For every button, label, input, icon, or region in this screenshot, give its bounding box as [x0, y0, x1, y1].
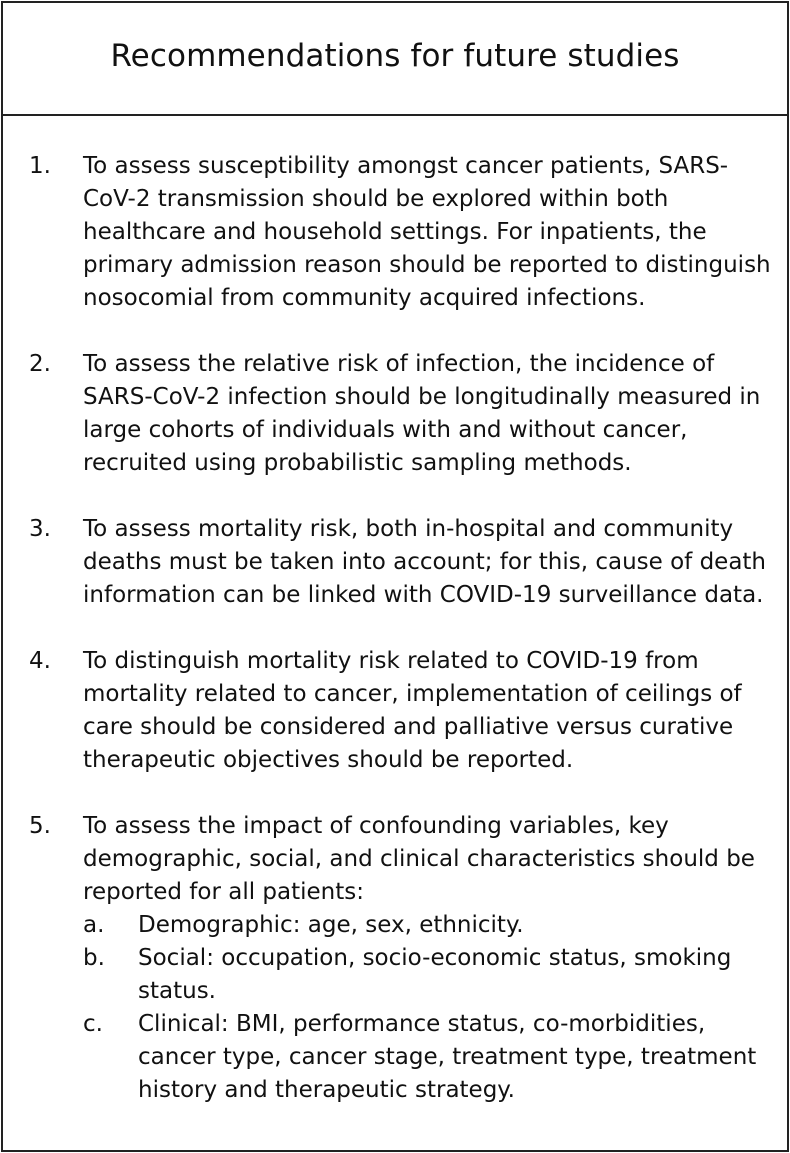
- item-number: 4.: [29, 648, 51, 674]
- item-number: 3.: [29, 516, 51, 542]
- list-item: [3, 150, 787, 315]
- sub-item-text: Demographic: age, sex, ethnicity.: [138, 912, 524, 938]
- sub-item-letter: b.: [83, 945, 105, 971]
- item-text: To assess the relative risk of infection, the incidence of SARS-CoV-2 infection should be longitudinally measured in large cohorts of individuals with and without cancer, recruited using probabilistic sampling methods.: [83, 351, 761, 476]
- item-text: To assess mortality risk, both in-hospital and community deaths must be taken into account; for this, cause of death information can be linked with COVID-19 surveillance data.: [83, 516, 767, 608]
- sub-item-text: Clinical: BMI, performance status, co-morbidities, cancer type, cancer stage, treatment type, treatment history and therapeutic strategy.: [138, 1011, 757, 1103]
- list-item: [3, 513, 787, 612]
- sub-list: [83, 909, 779, 1107]
- item-text: To distinguish mortality risk related to COVID-19 from mortality related to cancer, implementation of ceilings of care should be considered and palliative versus curative therapeutic objectives should be reported.: [83, 648, 742, 773]
- sub-list-item: [83, 1008, 779, 1107]
- sub-item-letter: c.: [83, 1011, 103, 1037]
- box-title: Recommendations for future studies: [110, 37, 680, 74]
- sub-item-text: Social: occupation, socio-economic status, smoking status.: [138, 945, 732, 1004]
- item-number: 5.: [29, 813, 51, 839]
- title-bar: [3, 3, 787, 116]
- item-text: To assess susceptibility amongst cancer patients, SARS-CoV-2 transmission should be explored within both healthcare and household settings. For inpatients, the primary admission reason should be reported to distinguish nosocomial from community acquired infections.: [83, 153, 771, 311]
- item-number: 2.: [29, 351, 51, 377]
- list-item: [3, 810, 787, 1107]
- recommendations-box: [1, 1, 789, 1152]
- item-number: 1.: [29, 153, 51, 179]
- sub-list-item: [83, 942, 779, 1008]
- sub-item-letter: a.: [83, 912, 105, 938]
- sub-list-item: [83, 909, 779, 942]
- item-text: To assess the impact of confounding variables, key demographic, social, and clinical characteristics should be reported for all patients:: [83, 813, 755, 905]
- list-item: [3, 645, 787, 777]
- recommendations-list: [3, 116, 787, 1107]
- list-item: [3, 348, 787, 480]
